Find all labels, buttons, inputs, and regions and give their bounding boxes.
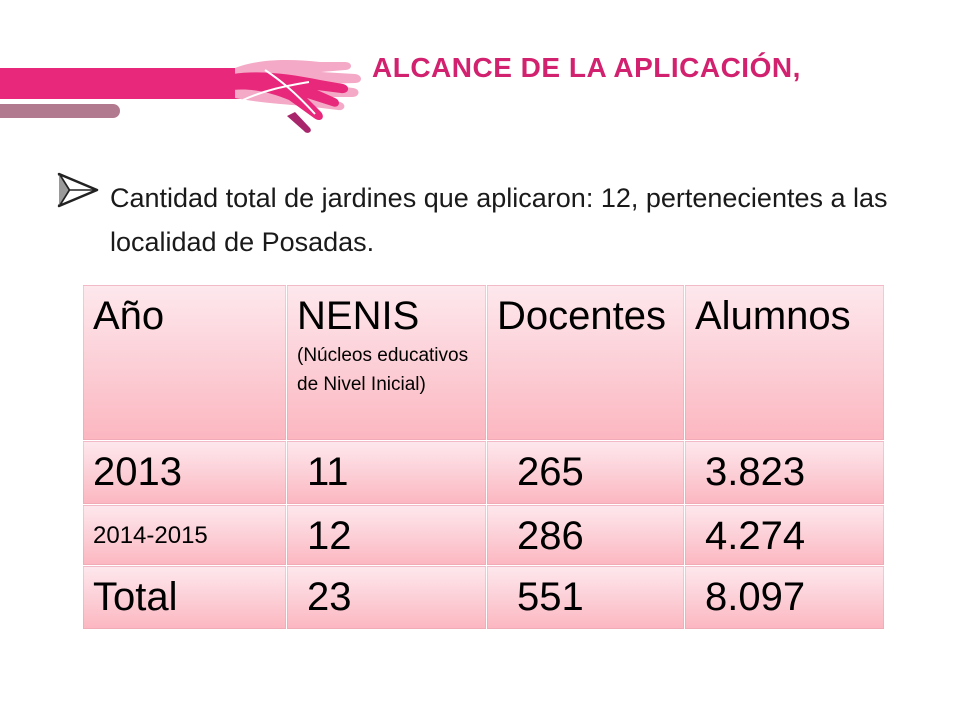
table-row — [83, 441, 885, 505]
table-cell: 4.274 — [685, 505, 885, 566]
table-cell: 3.823 — [685, 441, 885, 505]
table-cell: 11 — [287, 441, 487, 505]
table-row — [83, 566, 885, 630]
decorative-pink-bar — [0, 68, 250, 99]
table-header-row — [83, 285, 885, 441]
table-cell: 2013 — [83, 441, 287, 505]
table-cell: Total — [83, 566, 287, 630]
table-cell: 12 — [287, 505, 487, 566]
table-cell: 265 — [487, 441, 685, 505]
table-cell: 8.097 — [685, 566, 885, 630]
header-cell-docentes: Docentes — [487, 285, 685, 441]
nenis-subtitle: (Núcleos educativos de Nivel Inicial) — [297, 345, 469, 395]
header-cell-alumnos: Alumnos — [685, 285, 885, 441]
header-cell-year: Año — [83, 285, 287, 441]
hands-logo-icon — [225, 40, 375, 135]
table-cell: 2014-2015 — [83, 505, 287, 566]
table-cell: 286 — [487, 505, 685, 566]
table-cell: 23 — [287, 566, 487, 630]
slide-title: ALCANCE DE LA APLICACIÓN, — [372, 52, 801, 83]
bullet-text: Cantidad total de jardines que aplicaron: 12, pertenecientes a las localidad de Posadas. — [110, 183, 888, 257]
table-cell: 551 — [487, 566, 685, 630]
data-table — [82, 284, 885, 630]
arrow-bullet-icon — [55, 170, 103, 210]
header-cell-nenis: NENIS (Núcleos educativos de Nivel Inicial) — [287, 285, 487, 441]
decorative-mauve-bar — [0, 104, 120, 118]
table-row — [83, 505, 885, 566]
